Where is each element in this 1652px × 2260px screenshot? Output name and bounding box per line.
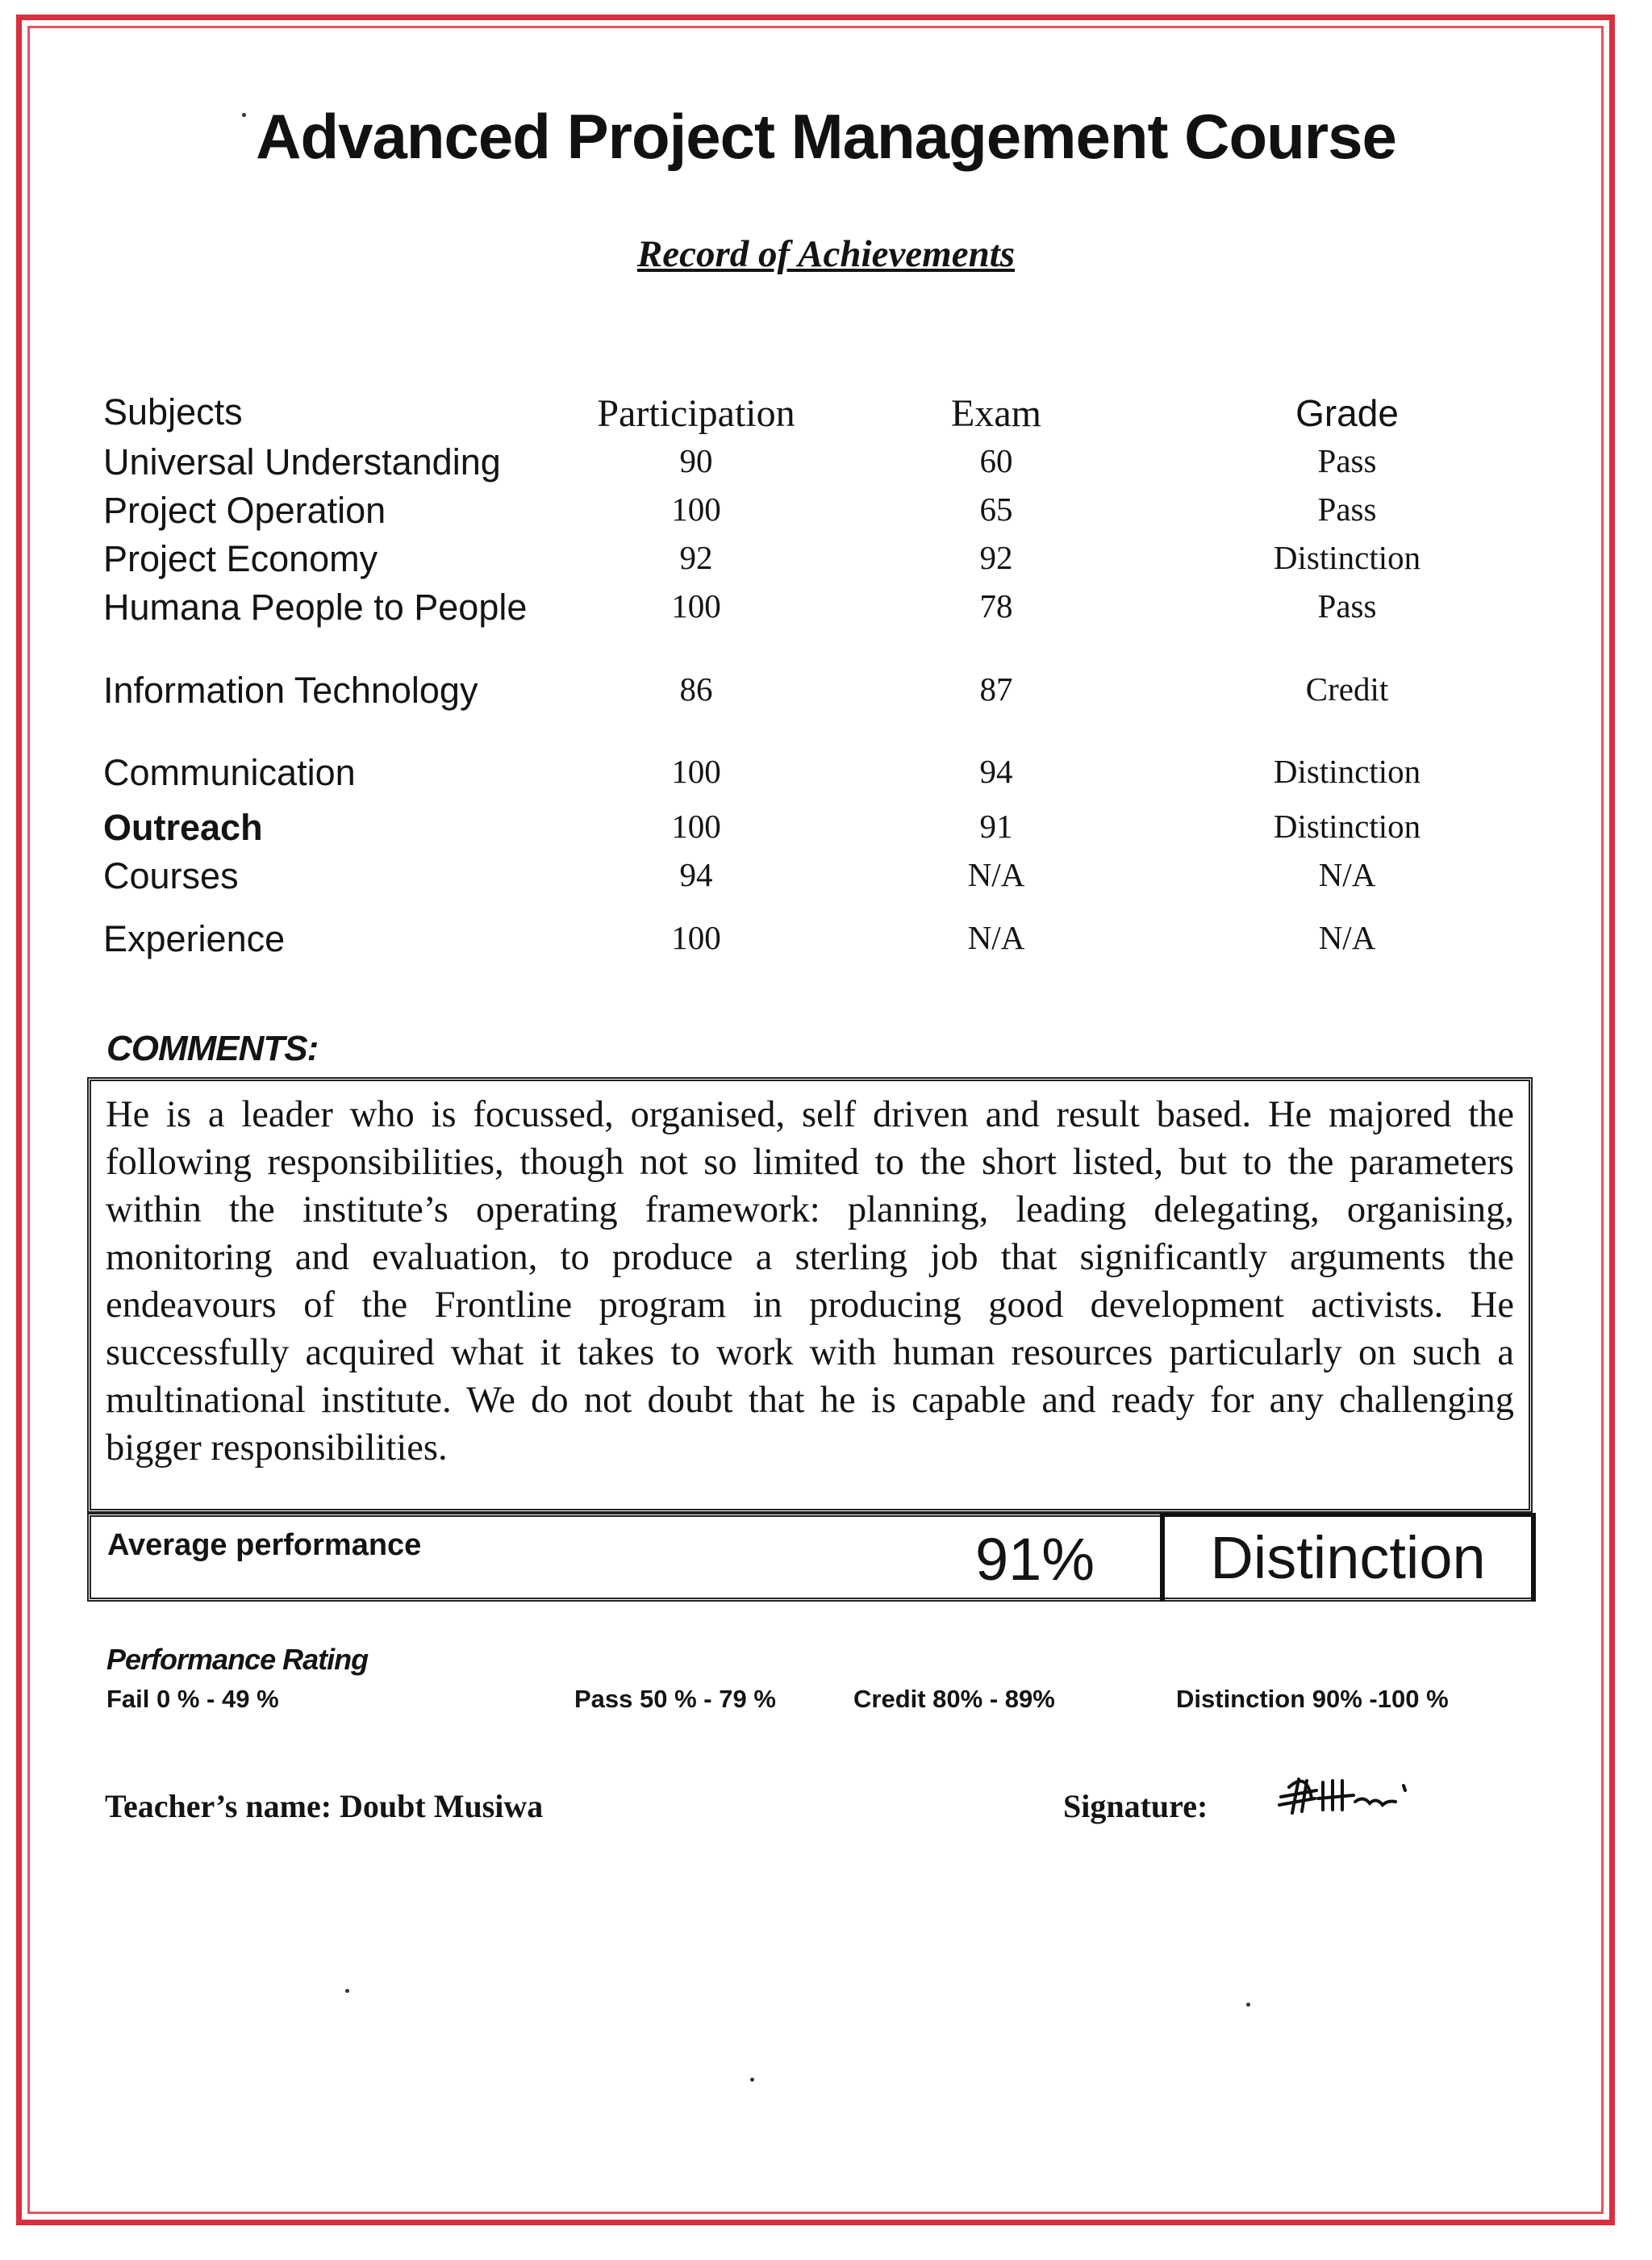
header-exam: Exam [951, 392, 1041, 435]
average-performance-box [87, 1513, 1536, 1602]
exam-score: 87 [979, 670, 1013, 708]
comments-box [87, 1077, 1533, 1513]
subject-name: Experience [103, 918, 286, 959]
participation-score: 94 [679, 856, 713, 893]
average-performance-value: 91% [974, 1526, 1095, 1593]
grade-value: Distinction [1273, 808, 1421, 845]
average-performance-label: Average performance [107, 1528, 422, 1562]
table-row [0, 670, 1652, 718]
participation-score: 100 [671, 753, 721, 790]
participation-score: 100 [671, 808, 721, 845]
scan-speck [242, 113, 246, 117]
table-row [0, 918, 1652, 967]
exam-score: 91 [979, 808, 1013, 845]
table-row [0, 490, 1652, 538]
subject-name: Communication [103, 752, 356, 793]
participation-score: 92 [679, 539, 713, 576]
scan-speck [750, 2078, 754, 2082]
subject-name: Project Operation [103, 490, 386, 531]
document-subtitle: Record of Achievements [636, 233, 1016, 275]
grade-value: Distinction [1273, 753, 1421, 790]
table-row [0, 807, 1652, 855]
participation-score: 100 [671, 587, 721, 625]
grade-value: N/A [1318, 919, 1376, 956]
grade-value: Pass [1317, 587, 1377, 625]
subject-name: Courses [103, 855, 239, 896]
table-row [0, 538, 1652, 587]
comments-label: COMMENTS: [106, 1029, 319, 1068]
table-row [0, 441, 1652, 490]
comments-text: He is a leader who is focussed, organised, self driven and result based. He majored the following responsibilities, though not so limited to the short listed, but to the parameters within the institute’s operating framework: planning, leading delegating, organising, monitoring and evaluation, to produce a sterling job that significantly arguments the endeavours of the Frontline program in producing good development activists. He successfully acquired what it takes to work with human resources particularly on such a multinational institute. We do not doubt that he is capable and ready for any challenging bigger responsibilities. [106, 1094, 1514, 1468]
table-row [0, 587, 1652, 635]
exam-score: 65 [979, 491, 1013, 528]
table-row [0, 855, 1652, 904]
table-header-row [0, 391, 1652, 440]
exam-score: 60 [979, 442, 1013, 479]
participation-score: 100 [671, 491, 721, 528]
average-grade-box [1160, 1513, 1536, 1602]
grade-value: Distinction [1273, 539, 1421, 576]
header-subjects: Subjects [103, 391, 243, 432]
rating-pass: Pass 50 % - 79 % [574, 1685, 776, 1713]
subject-name: Universal Understanding [103, 441, 501, 482]
exam-score: N/A [967, 919, 1025, 956]
document-title: Advanced Project Management Course [256, 101, 1396, 172]
grade-value: N/A [1318, 856, 1376, 893]
header-participation: Participation [597, 392, 795, 435]
participation-score: 86 [679, 670, 713, 708]
grade-value: Pass [1317, 442, 1377, 479]
rating-distinction: Distinction 90% -100 % [1176, 1685, 1449, 1713]
exam-score: N/A [967, 856, 1025, 893]
exam-score: 78 [979, 587, 1013, 625]
exam-score: 94 [979, 753, 1013, 790]
scan-speck [345, 1989, 349, 1993]
exam-score: 92 [979, 539, 1013, 576]
signature-mark [1274, 1763, 1444, 1819]
scan-speck [1246, 2003, 1250, 2007]
table-row [0, 752, 1652, 800]
subject-name: Project Economy [103, 538, 378, 579]
teacher-name: Teacher’s name: Doubt Musiwa [105, 1788, 544, 1824]
grade-value: Credit [1305, 670, 1389, 708]
rating-fail: Fail 0 % - 49 % [106, 1685, 279, 1713]
header-grade: Grade [1295, 392, 1399, 434]
grade-value: Pass [1317, 491, 1377, 528]
subject-name: Humana People to People [103, 587, 528, 628]
signature-label: Signature: [1063, 1788, 1208, 1824]
performance-rating-label: Performance Rating [106, 1643, 369, 1676]
subject-name: Information Technology [103, 670, 478, 711]
rating-credit: Credit 80% - 89% [853, 1685, 1055, 1713]
subject-name: Outreach [103, 807, 263, 848]
participation-score: 100 [671, 919, 721, 956]
average-grade: Distinction [1210, 1524, 1486, 1591]
participation-score: 90 [679, 442, 713, 479]
